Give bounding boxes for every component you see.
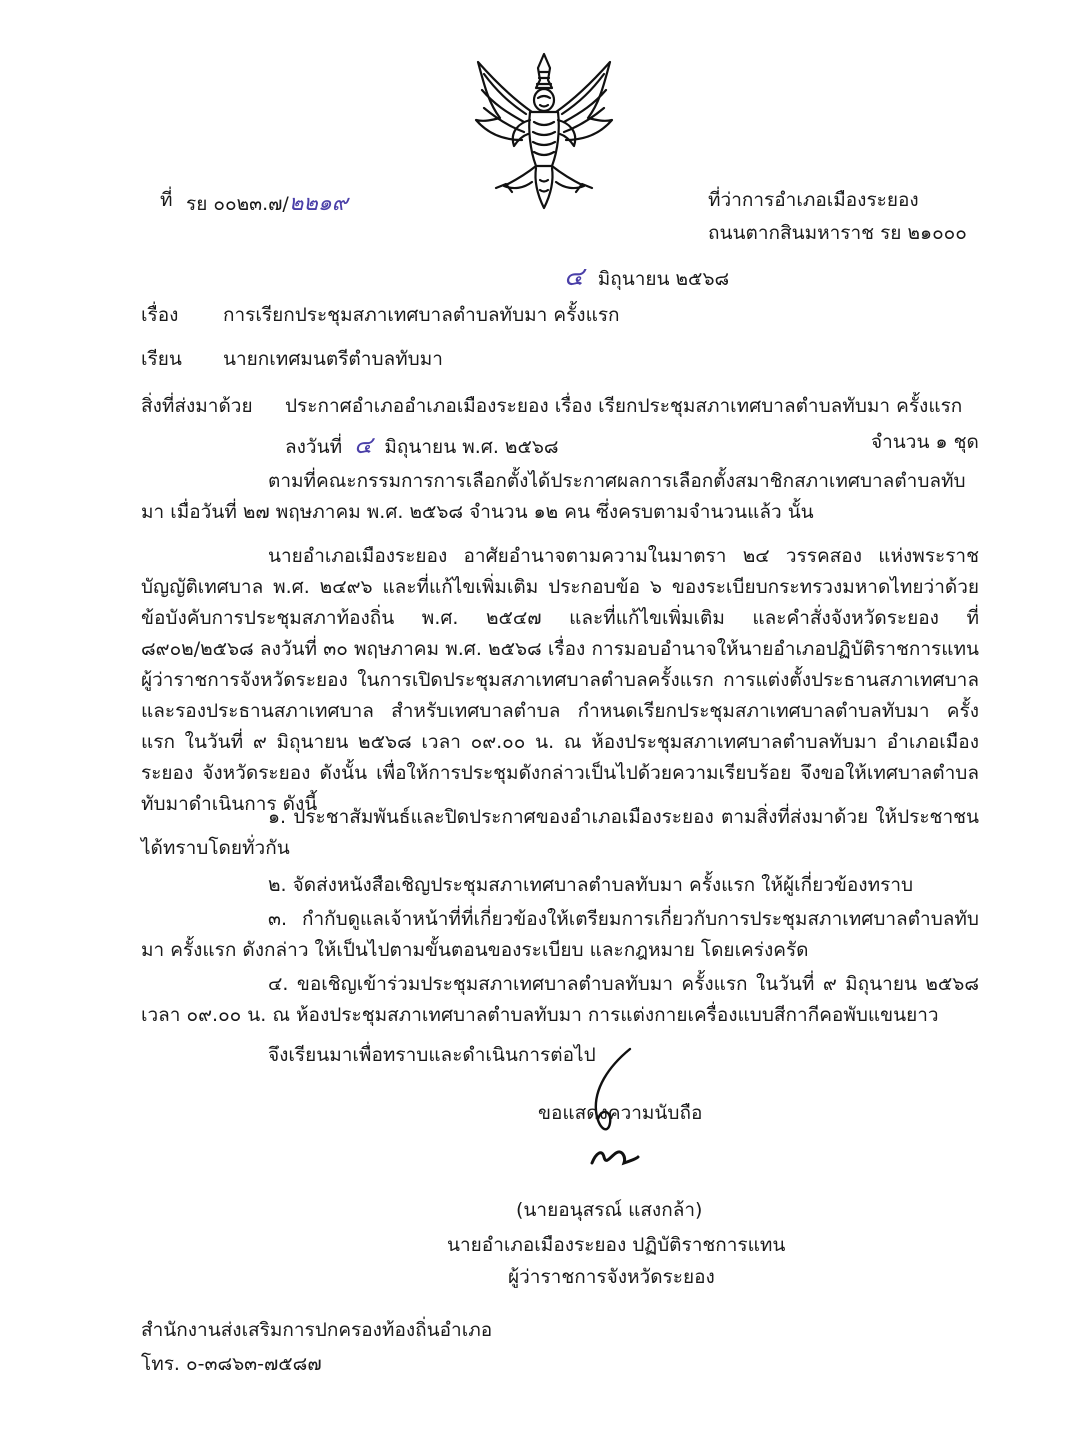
body-item-2: ๒. จัดส่งหนังสือเชิญประชุมสภาเทศบาลตำบลทับมา ครั้งแรก ให้ผู้เกี่ยวข้องทราบ (268, 874, 914, 896)
enclosure-label: สิ่งที่ส่งมาด้วย (141, 395, 253, 417)
recipient-label: เรียน (141, 348, 182, 370)
reference-number (186, 185, 348, 220)
closing-line: จึงเรียนมาเพื่อทราบและดำเนินการต่อไป (268, 1044, 596, 1066)
letter-date (564, 256, 729, 297)
enclosure-quantity: จำนวน ๑ ชุด (871, 431, 979, 453)
reference-handwritten: ๒๒๑๙ (288, 191, 348, 216)
date-month-year: มิถุนายน ๒๕๖๘ (597, 268, 730, 290)
subject-text: การเรียกประชุมสภาเทศบาลตำบลทับมา ครั้งแรก (223, 304, 620, 326)
enclosure-day-handwritten: ๔ (354, 431, 373, 459)
signer-title-1: นายอำเภอเมืองระยอง ปฏิบัติราชการแทน (447, 1234, 786, 1256)
reference-label: ที่ (160, 189, 173, 211)
enclosure-line1: ประกาศอำเภออำเภอเมืองระยอง เรื่อง เรียกประชุมสภาเทศบาลตำบลทับมา ครั้งแรก (285, 395, 963, 417)
signer-title-2: ผู้ว่าราชการจังหวัดระยอง (508, 1266, 715, 1288)
recipient-text: นายกเทศมนตรีตำบลทับมา (223, 348, 443, 370)
body-item-3: ๓. กำกับดูแลเจ้าหน้าที่ที่เกี่ยวข้องให้เตรียมการเกี่ยวกับการประชุมสภาเทศบาลตำบลทับมา ครั้งแรก ดังกล่าว ให้เป็นไปตามขั้นตอนของระเบียบ และกฎหมาย โดยเคร่งครัด (141, 908, 979, 961)
garuda-emblem (470, 50, 618, 212)
signer-name: (นายอนุสรณ์ แสงกล้า) (516, 1199, 703, 1221)
body-paragraph-1: ตามที่คณะกรรมการการเลือกตั้งได้ประกาศผลการเลือกตั้งสมาชิกสภาเทศบาลตำบลทับมา เมื่อวันที่ ๒๗ พฤษภาคม พ.ศ. ๒๕๖๘ จำนวน ๑๒ คน ซึ่งครบตามจำนวนแล้ว นั้น (141, 470, 966, 523)
subject-label: เรื่อง (141, 304, 179, 326)
regards: ขอแสดงความนับถือ (538, 1102, 703, 1124)
date-day-handwritten: ๔ (564, 262, 584, 292)
office-address-line2: ถนนตากสินมหาราช รย ๒๑๐๐๐ (708, 222, 967, 244)
body-item-4: ๔. ขอเชิญเข้าร่วมประชุมสภาเทศบาลตำบลทับมา ครั้งแรก ในวันที่ ๙ มิถุนายน ๒๕๖๘ เวลา ๐๙.๐๐ น. ณ ห้องประชุมสภาเทศบาลตำบลทับมา การแต่งกายเครื่องแบบสีกากีคอพับแขนยาว (141, 973, 979, 1026)
body-item-1: ๑. ประชาสัมพันธ์และปิดประกาศของอำเภอเมืองระยอง ตามสิ่งที่ส่งมาด้วย ให้ประชาชนได้ทราบโดยทั่วกัน (141, 806, 979, 859)
body-paragraph-2: นายอำเภอเมืองระยอง อาศัยอำนาจตามความในมาตรา ๒๔ วรรคสอง แห่งพระราชบัญญัติเทศบาล พ.ศ. ๒๔๙๖ และที่แก้ไขเพิ่มเติม ประกอบข้อ ๖ ของระเบียบกระทรวงมหาดไทยว่าด้วยข้อบังคับการประชุมสภาท้องถิ่น พ.ศ. ๒๕๔๗ และที่แก้ไขเพิ่มเติม และคำสั่งจังหวัดระยอง ที่ ๘๙๐๒/๒๕๖๘ ลงวันที่ ๓๐ พฤษภาคม พ.ศ. ๒๕๖๘ เรื่อง การมอบอำนาจให้นายอำเภอปฏิบัติราชการแทนผู้ว่าราชการจังหวัดระยอง ในการเปิดประชุมสภาเทศบาลตำบลครั้งแรก การแต่งตั้งประธานสภาเทศบาล และรองประธานสภาเทศบาล สำหรับเทศบาลตำบล กำหนดเรียกประชุมสภาเทศบาลตำบลทับมา ครั้งแรก ในวันที่ ๙ มิถุนายน ๒๕๖๘ เวลา ๐๙.๐๐ น. ณ ห้องประชุมสภาเทศบาลตำบลทับมา อำเภอเมืองระยอง จังหวัดระยอง ดังนั้น เพื่อให้การประชุมดังกล่าวเป็นไปด้วยความเรียบร้อย จึงขอให้เทศบาลตำบลทับมาดำเนินการ ดังนี้ (141, 545, 979, 815)
enclosure-date-rest: มิถุนายน พ.ศ. ๒๕๖๘ (384, 436, 559, 458)
enclosure-date-prefix: ลงวันที่ (285, 436, 343, 458)
enclosure-line2 (285, 425, 559, 464)
footer-department: สำนักงานส่งเสริมการปกครองท้องถิ่นอำเภอ (141, 1319, 493, 1341)
footer-phone: โทร. ๐-๓๘๖๓-๗๕๘๗ (141, 1353, 322, 1375)
office-address-line1: ที่ว่าการอำเภอเมืองระยอง (708, 189, 919, 211)
reference-printed: รย ๐๐๒๓.๗/ (186, 193, 289, 215)
